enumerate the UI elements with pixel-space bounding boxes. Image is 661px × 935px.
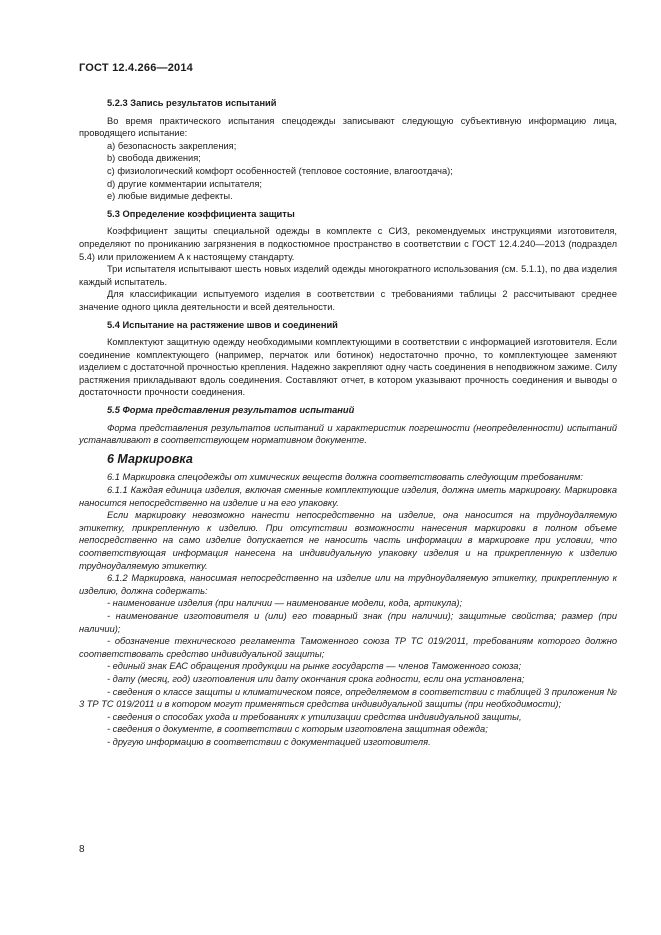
list-item: - другую информацию в соответствии с документацией изготовителя. <box>107 736 431 747</box>
section-5-3-para-1: Коэффициент защиты специальной одежды в комплекте с СИЗ, рекомендуемых инструкциями изготовителя, определяют по прониканию загрязнения в подкостюмное пространство в соответствии с ГОСТ 12.4.240—2013 (подраздел 5.4) или приложением А к настоящему стандарту. <box>79 226 617 262</box>
list-item: d) другие комментарии испытателя; <box>107 178 262 189</box>
section-5-5-title: 5.5 Форма представления результатов испытаний <box>107 405 355 416</box>
section-5-5-para-1: Форма представления результатов испытаний и характеристик погрешности (неопределенности) испытаний устанавливают в соответствующем нормативном документе. <box>79 422 617 446</box>
section-5-2-3-intro: Во время практического испытания спецодежды записывают следующую субъективную информацию лица, проводящего испытание: <box>79 115 617 139</box>
list-item: e) любые видимые дефекты. <box>107 191 233 202</box>
list-item: - сведения о документе, в соответствии с которым изготовлена защитная одежда; <box>107 724 488 735</box>
section-6-1-1-para-2: Если маркировку невозможно нанести непосредственно на изделие, она наносится на трудноудаляемую этикетку, прикрепленную к изделию. При отсутствии возможности нанесения маркировки в полном объеме непосредственно на само изделие допускается не наносить часть информации в маркировке при условии, что соответствующая информация нанесена на индивидуальную упаковку изделия и на прикрепленную к изделию трудноудаляемую этикетку. <box>79 510 617 571</box>
section-5-4-para-1: Комплектуют защитную одежду необходимыми комплектующими в соответствии с информацией изготовителя. Если соединение комплектующего (например, перчаток или ботинок) недостаточно прочно, то комплектующее заменяют изделием с достаточной прочностью крепления. Надежно закрепляют одну часть соединения в неподвижном зажиме. Силу растяжения прикладывают вдоль соединения. Составляют отчет, в котором указывают прочность соединения и выводы о достаточности прочности соединения. <box>79 337 617 398</box>
document-body <box>79 92 617 749</box>
section-5-3-para-3: Для классификации испытуемого изделия в соответствии с требованиями таблицы 2 рассчитывают среднее значение одного цикла деятельности и всей деятельности. <box>79 289 617 312</box>
list-item: - сведения о способах ухода и требованиях к утилизации средства индивидуальной защиты, <box>107 711 522 722</box>
section-6-1-2-para: 6.1.2 Маркировка, наносимая непосредственно на изделие или на трудноудаляемую этикетку, прикрепленную к изделию, должна содержать: <box>79 573 617 596</box>
page-number: 8 <box>79 844 85 855</box>
section-5-3-title: 5.3 Определение коэффициента защиты <box>107 208 295 219</box>
list-item: - сведения о классе защиты и климатическом поясе, определяемом в соответствии с таблицей 3 приложения № 3 ТР ТС 019/2011 и в котором могут применяться средства индивидуальной защиты (при необходимости); <box>79 686 617 710</box>
list-item: c) физиологический комфорт особенностей (тепловое состояние, влагоотдача); <box>107 165 453 176</box>
list-item: b) свобода движения; <box>107 153 201 164</box>
list-item: - единый знак ЕАС обращения продукции на рынке государств — членов Таможенного союза; <box>107 661 522 672</box>
document-header: ГОСТ 12.4.266—2014 <box>79 62 193 74</box>
list-item: - наименование изделия (при наличии — наименование модели, кода, артикула); <box>107 598 463 609</box>
section-6-1-1-para: 6.1.1 Каждая единица изделия, включая сменные комплектующие изделия, должна иметь маркировку. Маркировка наносится непосредственно на изделие и на его упаковку. <box>79 485 617 508</box>
section-5-2-3-title: 5.2.3 Запись результатов испытаний <box>107 98 277 108</box>
list-item: a) безопасность закрепления; <box>107 140 237 151</box>
list-item: - обозначение технического регламента Таможенного союза ТР ТС 019/2011, требованиям которого должно соответствовать средство индивидуальной защиты; <box>79 636 617 659</box>
section-6-1-para: 6.1 Маркировка спецодежды от химических веществ должна соответствовать следующим требованиям: <box>107 472 584 483</box>
section-6-title: 6 Маркировка <box>107 451 193 466</box>
list-item: - наименование изготовителя и (или) его товарный знак (при наличии); защитные свойства; размер (при наличии); <box>79 610 617 634</box>
section-5-4-title: 5.4 Испытание на растяжение швов и соединений <box>107 319 338 330</box>
section-5-3-para-2: Три испытателя испытывают шесть новых изделий одежды многократного использования (см. 5.1.1), по два изделия каждый испытатель. <box>79 264 617 287</box>
list-item: - дату (месяц, год) изготовления или дату окончания срока годности, если она установлена; <box>107 673 525 684</box>
